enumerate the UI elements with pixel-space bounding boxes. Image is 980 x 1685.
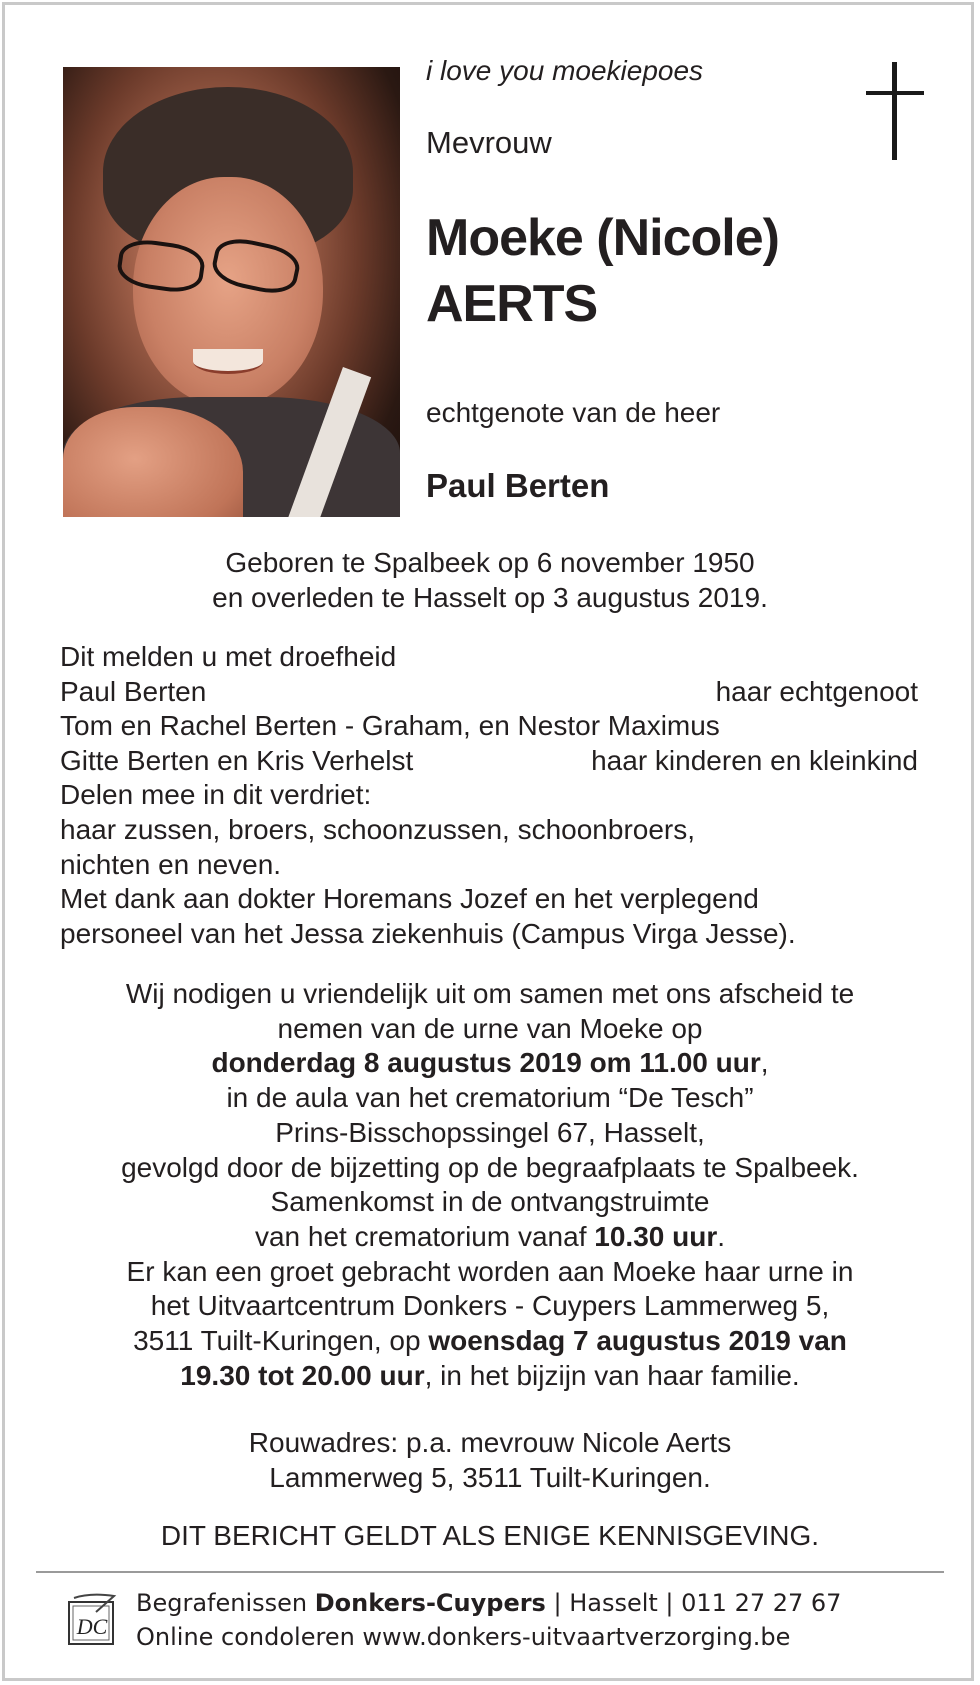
footer-line-1: Begrafenissen Donkers-Cuypers | Hasselt | 011 27 27 67 [136,1589,842,1617]
visitation-time: 19.30 tot 20.00 uur [180,1359,425,1391]
portrait-photo [63,67,400,517]
family-intro: Dit melden u met droefheid [60,641,397,672]
cross-icon [866,62,924,160]
company-city: Hasselt [569,1589,658,1617]
invitation-line-7: Samenkomst in de ontvangstruimte [270,1186,710,1218]
family-children-role: haar kinderen en kleinkind [591,744,918,776]
invitation-date-line: donderdag 8 augustus 2019 om 11.00 uur, [211,1047,769,1079]
footer-line-2: Online condoleren www.donkers-uitvaartverzorging.be [136,1623,791,1651]
name-line-2: AERTS [426,275,598,333]
notice-statement: DIT BERICHT GELDT ALS ENIGE KENNISGEVING. [160,1520,820,1551]
family-children-line-1: Tom en Rachel Berten - Graham, en Nestor Maximus [60,710,720,742]
company-name: Donkers-Cuypers [314,1589,546,1617]
love-line: i love you moekiepoes [426,55,704,86]
invitation-line-9: Er kan een groet gebracht worden aan Moeke haar urne in [126,1255,854,1287]
family-row-children [60,744,918,779]
logo-letters: DC [76,1614,108,1639]
footer [136,1586,841,1654]
invitation-line-12: 19.30 tot 20.00 uur, in het bijzijn van haar familie. [180,1359,800,1391]
invitation-line-10: het Uitvaartcentrum Donkers - Cuypers Lammerweg 5, [150,1290,830,1322]
name-line-1: Moeke (Nicole) [426,209,779,267]
family-thanks-line-1: Met dank aan dokter Horemans Jozef en het verplegend [60,883,759,915]
invitation-line-6: gevolgd door de bijzetting op de begraafplaats te Spalbeek. [121,1151,859,1183]
invitation-line-8: van het crematorium vanaf 10.30 uur. [254,1220,725,1252]
family-thanks-line-2: personeel van het Jessa ziekenhuis (Campus Virga Jesse). [60,917,796,949]
company-phone: 011 27 27 67 [681,1589,842,1617]
spouse-name: Paul Berten [426,467,610,504]
family-relatives-line-1: haar zussen, broers, schoonzussen, schoonbroers, [60,813,696,845]
ceremony-date: donderdag 8 augustus 2019 om 11.00 uur [211,1047,761,1079]
invitation [40,977,940,1393]
family-spouse-name: Paul Berten [60,675,207,707]
death-line: en overleden te Hasselt op 3 augustus 2019. [212,581,768,613]
invitation-line-2: nemen van de urne van Moeke op [277,1012,703,1044]
invitation-line-1: Wij nodigen u vriendelijk uit om samen met ons afscheid te [125,978,855,1009]
family-spouse-role: haar echtgenoot [715,675,918,707]
birth-line: Geboren te Spalbeek op 6 november 1950 [225,547,755,578]
funeral-home-logo [66,1592,118,1648]
invitation-line-4: in de aula van het crematorium “De Tesch” [226,1082,754,1114]
gathering-time: 10.30 uur [594,1220,718,1252]
family-row-spouse [60,675,918,710]
family-share-intro: Delen mee in dit verdriet: [60,779,372,811]
birth-info [40,546,940,615]
family-relatives-line-2: nichten en neven. [60,848,282,880]
address-line-2: Lammerweg 5, 3511 Tuilt-Kuringen. [269,1461,711,1493]
invitation-line-11: 3511 Tuilt-Kuringen, op woensdag 7 augustus 2019 van [133,1325,847,1357]
family-children-line-2: Gitte Berten en Kris Verhelst [60,744,414,776]
spouse-intro: echtgenote van de heer [426,397,721,428]
visitation-date: woensdag 7 augustus 2019 van [428,1325,847,1357]
family-announcement [60,640,918,951]
address-line-1: Rouwadres: p.a. mevrouw Nicole Aerts [248,1427,732,1458]
mourning-address [40,1426,940,1495]
footer-divider [36,1571,944,1573]
invitation-line-5: Prins-Bisschopssingel 67, Hasselt, [275,1116,705,1148]
title-prefix: Mevrouw [426,125,552,160]
deceased-name [426,205,779,337]
